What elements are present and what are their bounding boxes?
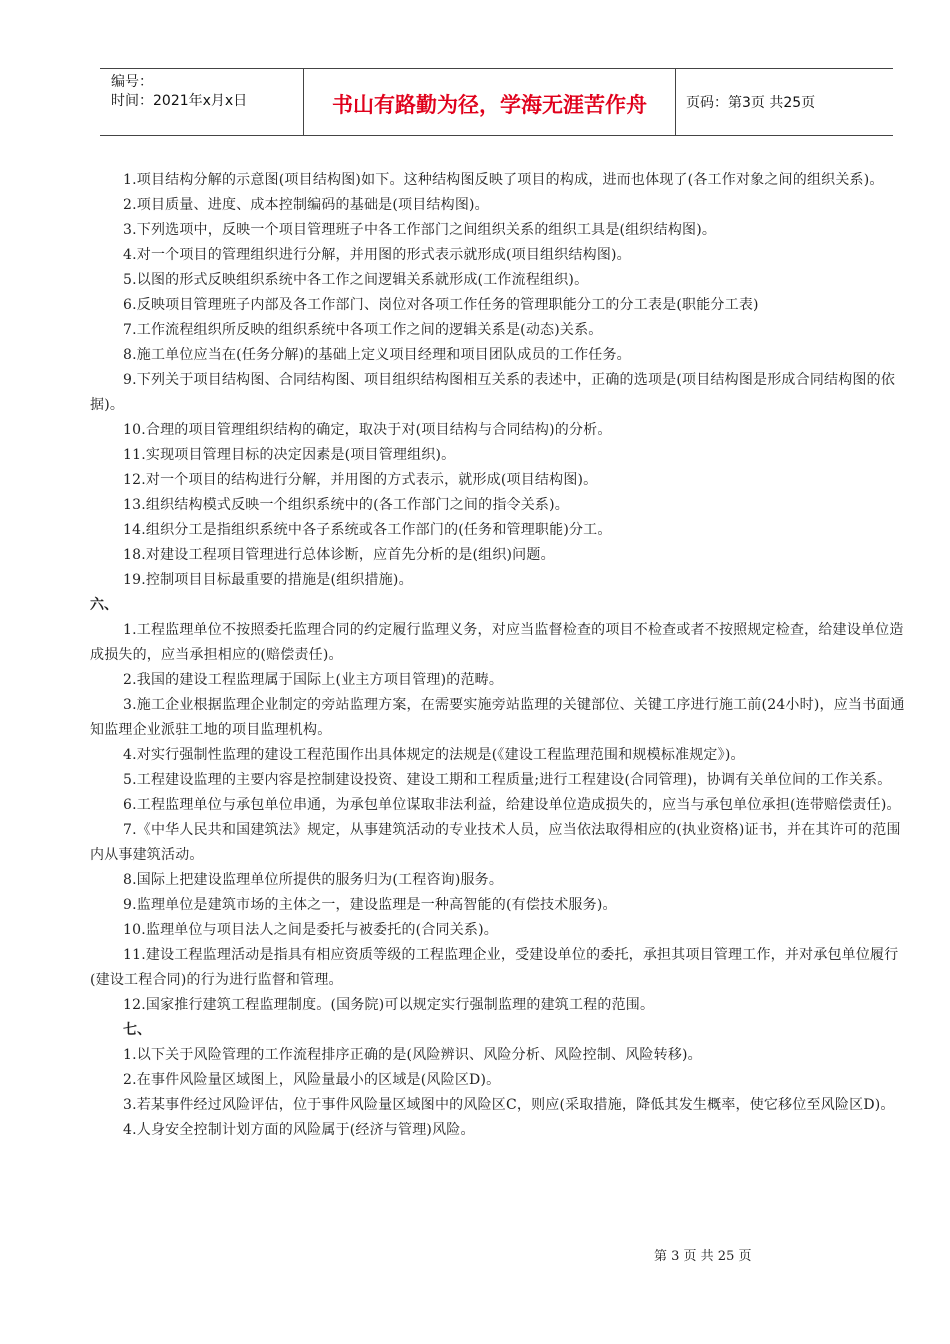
page-footer: 第 3 页 共 25 页 — [654, 1249, 752, 1264]
list-item: 4.人身安全控制计划方面的风险属于(经济与管理)风险。 — [123, 1122, 475, 1138]
document-body — [90, 168, 910, 1143]
list-item: 18.对建设工程项目管理进行总体诊断，应首先分析的是(组织)问题。 — [123, 547, 555, 563]
list-item: 19.控制项目目标最重要的措施是(组织措施)。 — [123, 572, 413, 588]
page-header — [100, 68, 893, 136]
time-label: 时间：2021年x月x日 — [111, 93, 248, 109]
header-motto: 书山有路勤为径，学海无涯苦作舟 — [304, 69, 676, 135]
list-item: 8.国际上把建设监理单位所提供的服务归为(工程咨询)服务。 — [123, 872, 504, 888]
list-item: 7.工作流程组织所反映的组织系统中各项工作之间的逻辑关系是(动态)关系。 — [123, 322, 603, 338]
list-item: 8.施工单位应当在(任务分解)的基础上定义项目经理和项目团队成员的工作任务。 — [123, 347, 631, 363]
list-item: 3.若某事件经过风险评估，位于事件风险量区域图中的风险区C，则应(采取措施，降低其发生概率，使它移位至风险区D)。 — [123, 1097, 895, 1113]
list-section-7 — [90, 1043, 910, 1143]
list-item: 6.反映项目管理班子内部及各工作部门、岗位对各项工作任务的管理职能分工的分工表是(职能分工表) — [123, 297, 759, 313]
section-7-title: 七、 — [123, 1022, 151, 1038]
number-label: 编号： — [111, 74, 153, 90]
list-item: 12.对一个项目的结构进行分解，并用图的方式表示，就形成(项目结构图)。 — [123, 472, 598, 488]
list-item: 5.以图的形式反映组织系统中各工作之间逻辑关系就形成(工作流程组织)。 — [123, 272, 589, 288]
list-item: 3.下列选项中，反映一个项目管理班子中各工作部门之间组织关系的组织工具是(组织结构图)。 — [123, 222, 717, 238]
header-meta — [100, 69, 304, 135]
list-item: 2.在事件风险量区域图上，风险量最小的区域是(风险区D)。 — [123, 1072, 501, 1088]
header-page-code: 页码：第3页 共25页 — [686, 95, 816, 111]
list-item: 6.工程监理单位与承包单位串通，为承包单位谋取非法利益，给建设单位造成损失的，应当与承包单位承担(连带赔偿责任)。 — [123, 797, 901, 813]
list-item: 2.我国的建设工程监理属于国际上(业主方项目管理)的范畴。 — [123, 672, 504, 688]
list-item: 1.工程监理单位不按照委托监理合同的约定履行监理义务，对应当监督检查的项目不检查或者不按照规定检查，给建设单位造成损失的，应当承担相应的(赔偿责任)。 — [90, 622, 904, 663]
list-section-6 — [90, 618, 910, 1018]
list-item: 12.国家推行建筑工程监理制度。(国务院)可以规定实行强制监理的建筑工程的范围。 — [123, 997, 655, 1013]
list-item: 13.组织结构模式反映一个组织系统中的(各工作部门之间的指令关系)。 — [123, 497, 569, 513]
list-item: 7.《中华人民共和国建筑法》规定，从事建筑活动的专业技术人员，应当依法取得相应的(执业资格)证书，并在其许可的范围内从事建筑活动。 — [90, 822, 901, 863]
list-item: 11.建设工程监理活动是指具有相应资质等级的工程监理企业，受建设单位的委托，承担其项目管理工作，并对承包单位履行(建设工程合同)的行为进行监督和管理。 — [90, 947, 899, 988]
section-6-title: 六、 — [90, 597, 118, 613]
list-item: 1.项目结构分解的示意图(项目结构图)如下。这种结构图反映了项目的构成，进而也体现了(各工作对象之间的组织关系)。 — [123, 172, 884, 188]
list-item: 5.工程建设监理的主要内容是控制建设投资、建设工期和工程质量;进行工程建设(合同管理)，协调有关单位间的工作关系。 — [123, 772, 892, 788]
list-item: 9.监理单位是建筑市场的主体之一，建设监理是一种高智能的(有偿技术服务)。 — [123, 897, 617, 913]
list-item: 11.实现项目管理目标的决定因素是(项目管理组织)。 — [123, 447, 456, 463]
list-top — [90, 168, 910, 593]
list-item: 9.下列关于项目结构图、合同结构图、项目组织结构图相互关系的表述中，正确的选项是(项目结构图是形成合同结构图的依据)。 — [90, 372, 896, 413]
list-item: 4.对一个项目的管理组织进行分解，并用图的形式表示就形成(项目组织结构图)。 — [123, 247, 631, 263]
list-item: 1.以下关于风险管理的工作流程排序正确的是(风险辨识、风险分析、风险控制、风险转移)。 — [123, 1047, 702, 1063]
list-item: 14.组织分工是指组织系统中各子系统或各工作部门的(任务和管理职能)分工。 — [123, 522, 612, 538]
list-item: 10.监理单位与项目法人之间是委托与被委托的(合同关系)。 — [123, 922, 498, 938]
list-item: 3.施工企业根据监理企业制定的旁站监理方案，在需要实施旁站监理的关键部位、关键工序进行施工前(24小时)，应当书面通知监理企业派驻工地的项目监理机构。 — [90, 697, 905, 738]
list-item: 4.对实行强制性监理的建设工程范围作出具体规定的法规是(《建设工程监理范围和规模标准规定》)。 — [123, 747, 745, 763]
list-item: 2.项目质量、进度、成本控制编码的基础是(项目结构图)。 — [123, 197, 489, 213]
list-item: 10.合理的项目管理组织结构的确定，取决于对(项目结构与合同结构)的分析。 — [123, 422, 612, 438]
